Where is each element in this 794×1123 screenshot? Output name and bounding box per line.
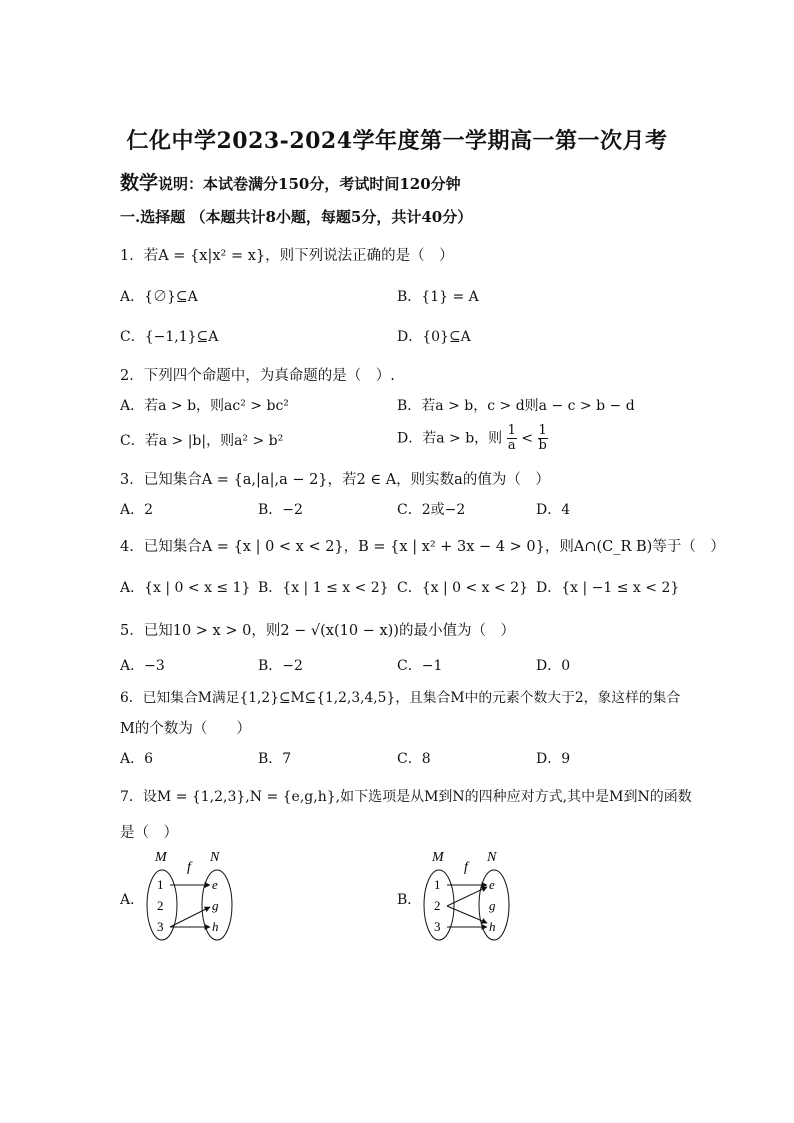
- question-1-stem: 1．若A = {x|x² = x}，则下列说法正确的是（ ）: [120, 248, 454, 264]
- question-4-option-c: C．{x | 0 < x < 2}: [397, 580, 529, 596]
- question-6-option-c: C．8: [397, 751, 431, 767]
- subject-label: 数学: [120, 172, 159, 194]
- set-n-label: N: [487, 850, 497, 865]
- section-heading: 一.选择题 （本题共计8小题，每题5分，共计40分）: [120, 208, 473, 226]
- question-6-option-a: A．6: [120, 751, 154, 767]
- question-4-option-b: B．{x | 1 ≤ x < 2}: [258, 580, 389, 596]
- fraction-1-over-a: [507, 424, 517, 453]
- map-f-label: f: [187, 860, 191, 875]
- m-item-2: 2: [157, 898, 164, 913]
- n-item-h: h: [212, 919, 219, 934]
- question-5-option-d: D．0: [536, 658, 571, 674]
- question-3-option-a: A．2: [120, 502, 154, 518]
- question-1-option-b: B．{1} = A: [397, 289, 479, 305]
- fraction-numerator: 1: [507, 423, 516, 438]
- less-than-sign: <: [521, 430, 534, 447]
- question-6-stem-line-1: 6．已知集合M满足{1,2}⊆M⊆{1,2,3,4,5}，且集合M中的元素个数大于2，象这样的集合: [120, 690, 681, 706]
- question-2-option-a: A．若a > b，则ac² > bc²: [120, 398, 289, 414]
- map-f-label: f: [464, 860, 468, 875]
- m-item-2: 2: [434, 898, 441, 913]
- fraction-1-over-b: [538, 424, 548, 453]
- question-2-stem: 2．下列四个命题中，为真命题的是（ ）.: [120, 368, 395, 384]
- set-m-label: M: [155, 850, 167, 865]
- fraction-denominator: b: [538, 438, 547, 453]
- m-item-3: 3: [434, 919, 441, 934]
- page-title: 仁化中学2023-2024学年度第一学期高一第一次月考: [126, 128, 668, 154]
- mapping-diagram-a: [140, 845, 250, 945]
- question-6-option-b: B．7: [258, 751, 292, 767]
- question-6-stem-line-2: M的个数为（ ）: [120, 721, 251, 737]
- question-7-stem-line-1: 7．设M = {1,2,3},N = {e,g,h},如下选项是从M到N的四种应对方式,其中是M到N的函数: [120, 789, 692, 805]
- question-7-option-a-label: A．: [120, 892, 145, 908]
- question-2-option-d: [397, 424, 548, 453]
- question-2-option-c: C．若a > |b|，则a² > b²: [120, 433, 284, 449]
- exam-note: 说明：本试卷满分150分，考试时间120分钟: [158, 175, 461, 193]
- question-5-option-c: C．−1: [397, 658, 443, 674]
- question-5-stem: 5．已知10 > x > 0，则2 − √(x(10 − x))的最小值为（ ）: [120, 623, 515, 639]
- question-3-option-b: B．−2: [258, 502, 303, 518]
- question-4-option-d: D．{x | −1 ≤ x < 2}: [536, 580, 680, 596]
- question-1-option-a: A．{∅}⊆A: [120, 289, 198, 305]
- question-1-option-d: D．{0}⊆A: [397, 329, 471, 345]
- n-item-e: e: [489, 877, 495, 892]
- m-item-1: 1: [157, 877, 164, 892]
- question-3-option-d: D．4: [536, 502, 571, 518]
- set-n-label: N: [210, 850, 220, 865]
- question-2-option-b: B．若a > b，c > d则a − c > b − d: [397, 398, 635, 414]
- fraction-numerator: 1: [538, 423, 547, 438]
- question-3-stem: 3．已知集合A = {a,|a|,a − 2}，若2 ∈ A，则实数a的值为（ ）: [120, 472, 550, 488]
- question-1-option-c: C．{−1,1}⊆A: [120, 329, 219, 345]
- question-7-stem-line-2: 是（ ）: [120, 825, 178, 841]
- question-2-option-d-prefix: D．若a > b，则: [397, 430, 503, 447]
- question-6-option-d: D．9: [536, 751, 571, 767]
- subject-line: [120, 168, 461, 195]
- question-7-option-b-label: B．: [397, 892, 422, 908]
- n-item-g: g: [489, 898, 496, 913]
- m-item-1: 1: [434, 877, 441, 892]
- n-item-e: e: [212, 877, 218, 892]
- question-5-option-a: A．−3: [120, 658, 165, 674]
- question-3-option-c: C．2或−2: [397, 502, 466, 518]
- question-4-option-a: A．{x | 0 < x ≤ 1}: [120, 580, 251, 596]
- m-item-3: 3: [157, 919, 164, 934]
- question-4-stem: 4．已知集合A = {x | 0 < x < 2}，B = {x | x² + 3x − 4 > 0}，则A∩(C_R B)等于（ ）: [120, 539, 725, 555]
- set-m-label: M: [432, 850, 444, 865]
- n-item-g: g: [212, 898, 219, 913]
- mapping-diagram-b: [417, 845, 527, 945]
- question-5-option-b: B．−2: [258, 658, 303, 674]
- fraction-denominator: a: [507, 438, 516, 453]
- n-item-h: h: [489, 919, 496, 934]
